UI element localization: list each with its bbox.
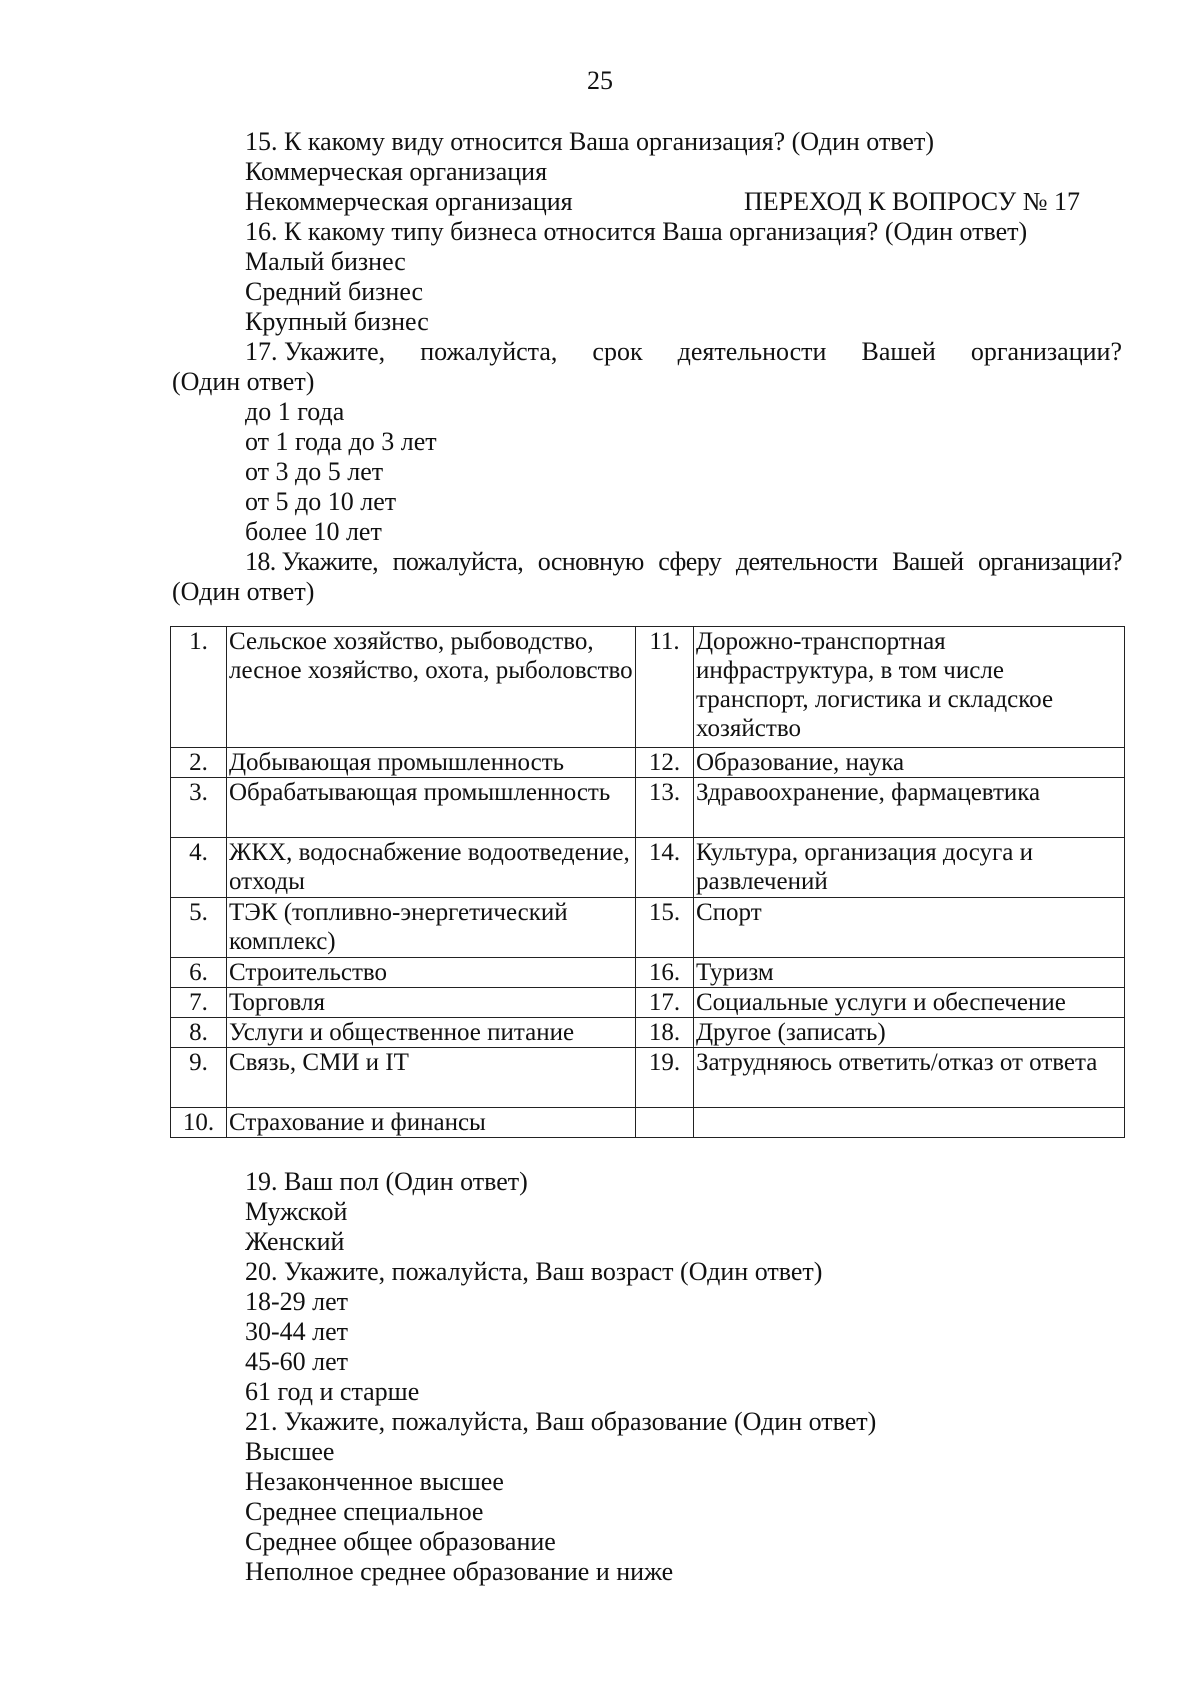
sector-number: 6. [171,958,227,988]
page-number: 25 [587,66,613,95]
table-row [171,988,1125,1018]
sector-number: 5. [171,898,227,958]
sector-name: Услуги и общественное питание [227,1018,636,1048]
sector-name: Другое (записать) [694,1018,1125,1048]
q21-option-4: Среднее общее образование [245,1527,556,1556]
q19-option-1: Мужской [245,1197,348,1226]
sector-number: 10. [171,1108,227,1138]
sector-number: 9. [171,1048,227,1108]
sector-name: Образование, наука [694,748,1125,778]
sector-number: 13. [636,778,694,838]
sector-name: Спорт [694,898,1125,958]
sector-number: 1. [171,627,227,748]
question-17-cont: (Один ответ) [172,367,315,396]
q19-option-2: Женский [245,1227,345,1256]
q21-option-2: Незаконченное высшее [245,1467,504,1496]
sector-name: Связь, СМИ и IT [227,1048,636,1108]
question-20: 20. Укажите, пожалуйста, Ваш возраст (Один ответ) [245,1257,823,1286]
table-row [171,898,1125,958]
sector-number: 8. [171,1018,227,1048]
question-18-cont: (Один ответ) [172,577,315,606]
sector-number [636,1108,694,1138]
sector-name: Здравоохранение, фармацевтика [694,778,1125,838]
q20-option-3: 45-60 лет [245,1347,349,1376]
sector-name: Социальные услуги и обеспечение [694,988,1125,1018]
sector-name: Дорожно-транспортная инфраструктура, в том числе транспорт, логистика и складское хозяйство [694,627,1125,748]
table-row [171,627,1125,748]
sector-name: Сельское хозяйство, рыбоводство, лесное хозяйство, охота, рыболовство [227,627,636,748]
question-15: 15. К какому виду относится Ваша организация? (Один ответ) [245,127,934,156]
question-21: 21. Укажите, пожалуйста, Ваш образование (Один ответ) [245,1407,877,1436]
sector-name: Строительство [227,958,636,988]
q16-option-1: Малый бизнес [245,247,406,276]
sector-number: 11. [636,627,694,748]
question-19: 19. Ваш пол (Один ответ) [245,1167,528,1196]
sector-number: 14. [636,838,694,898]
table-row [171,748,1125,778]
q16-option-3: Крупный бизнес [245,307,429,336]
table-row [171,958,1125,988]
table-row [171,1108,1125,1138]
q21-option-3: Среднее специальное [245,1497,484,1526]
question-18: 18. Укажите, пожалуйста, основную сферу деятельности Вашей организации? [245,547,1122,576]
question-16: 16. К какому типу бизнеса относится Ваша организация? (Один ответ) [245,217,1028,246]
q20-option-1: 18-29 лет [245,1287,349,1316]
sector-name: ТЭК (топливно-энергетический комплекс) [227,898,636,958]
sector-name [694,1108,1125,1138]
sector-number: 17. [636,988,694,1018]
sector-number: 7. [171,988,227,1018]
sector-number: 15. [636,898,694,958]
q17-option-1: до 1 года [245,397,345,426]
q20-option-2: 30-44 лет [245,1317,349,1346]
sector-name: Страхование и финансы [227,1108,636,1138]
table-row [171,1018,1125,1048]
sector-number: 18. [636,1018,694,1048]
q15-goto-instruction: ПЕРЕХОД К ВОПРОСУ № 17 [744,187,1080,216]
q20-option-4: 61 год и старше [245,1377,420,1406]
sector-number: 16. [636,958,694,988]
q21-option-1: Высшее [245,1437,335,1466]
q17-option-4: от 5 до 10 лет [245,487,397,516]
sector-name: Затрудняюсь ответить/отказ от ответа [694,1048,1125,1108]
q17-option-3: от 3 до 5 лет [245,457,384,486]
q17-option-2: от 1 года до 3 лет [245,427,437,456]
sectors-table [170,626,1125,1138]
q17-option-5: более 10 лет [245,517,382,546]
sector-name: Туризм [694,958,1125,988]
table-row [171,838,1125,898]
q15-option-1: Коммерческая организация [245,157,548,186]
table-row [171,778,1125,838]
sector-number: 4. [171,838,227,898]
sector-number: 2. [171,748,227,778]
sector-name: Культура, организация досуга и развлечений [694,838,1125,898]
q15-option-2: Некоммерческая организация [245,187,573,216]
sector-name: ЖКХ, водоснабжение водоотведение, отходы [227,838,636,898]
table-row [171,1048,1125,1108]
sector-name: Добывающая промышленность [227,748,636,778]
sector-number: 19. [636,1048,694,1108]
sector-name: Обрабатывающая промышленность [227,778,636,838]
sector-number: 3. [171,778,227,838]
question-17: 17. Укажите, пожалуйста, срок деятельности Вашей организации? [245,337,1122,366]
q21-option-5: Неполное среднее образование и ниже [245,1557,674,1586]
sector-name: Торговля [227,988,636,1018]
q16-option-2: Средний бизнес [245,277,424,306]
sector-number: 12. [636,748,694,778]
